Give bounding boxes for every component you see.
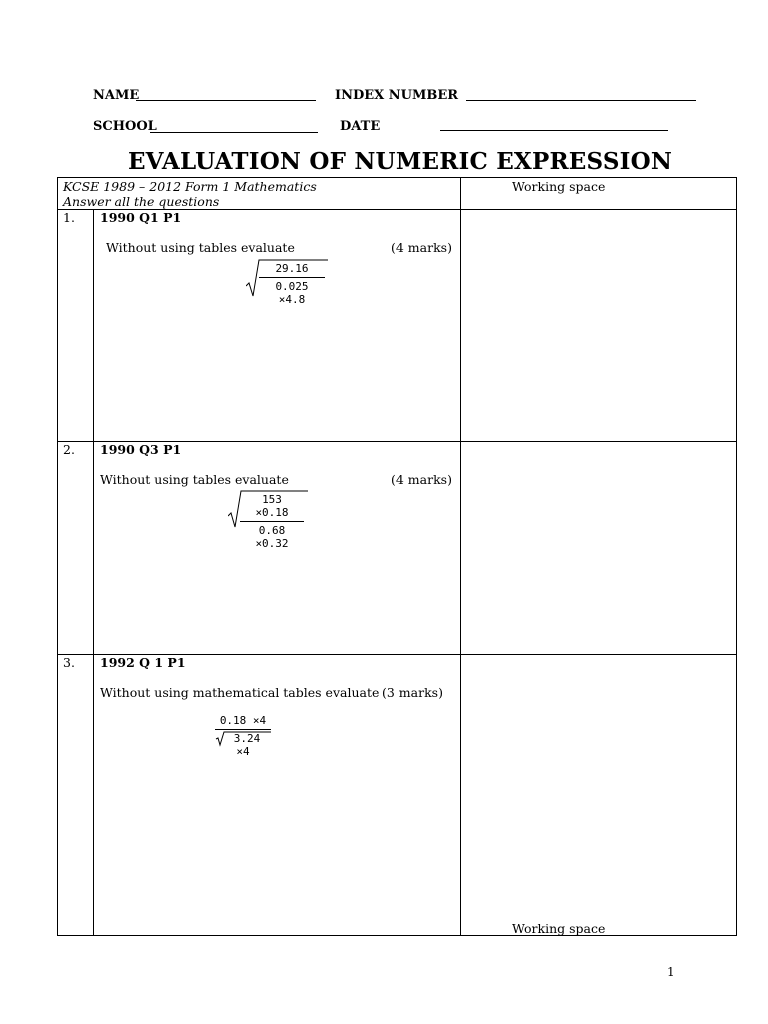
index-number-label: INDEX NUMBER (335, 88, 459, 103)
question-table (57, 177, 737, 936)
table-instruction: Answer all the questions (63, 194, 220, 209)
question-text: Without using tables evaluate (106, 240, 295, 255)
question-marks: (4 marks) (391, 240, 452, 255)
question-marks: (3 marks) (382, 685, 443, 700)
expression-denominator: 0.025 ×4.8 (275, 280, 309, 306)
working-space-divider (460, 178, 461, 935)
name-label: NAME (93, 88, 140, 103)
question-marks: (4 marks) (391, 472, 452, 487)
table-source: KCSE 1989 – 2012 Form 1 Mathematics (63, 179, 317, 194)
expression-numerator: 0.18 ×4 (215, 714, 271, 730)
expression-denominator: 0.68 ×0.32 (255, 524, 289, 550)
square-root-icon (215, 731, 271, 747)
name-underline (136, 100, 316, 101)
page-title: EVALUATION OF NUMERIC EXPRESSION (127, 148, 673, 175)
question-number: 3. (63, 655, 75, 670)
question-number: 2. (63, 442, 75, 457)
expression-denominator: 3.24 ×4 (233, 732, 261, 758)
school-underline (150, 132, 318, 133)
question-reference: 1990 Q1 P1 (100, 210, 182, 225)
expression-numerator: 153 ×0.18 (240, 493, 304, 522)
question-reference: 1990 Q3 P1 (100, 442, 182, 457)
working-space-footer: Working space (512, 921, 606, 936)
question-text: Without using tables evaluate (100, 472, 289, 487)
working-space-header: Working space (512, 179, 606, 194)
question-number: 1. (63, 210, 75, 225)
expression-numerator: 29.16 (259, 262, 325, 278)
expression-denominator-wrap (215, 730, 271, 758)
date-label: DATE (340, 119, 381, 134)
date-underline (440, 130, 668, 131)
page-number: 1 (667, 965, 675, 979)
question-text: Without using mathematical tables evaluate (100, 685, 380, 700)
index-number-underline (466, 100, 696, 101)
school-label: SCHOOL (93, 119, 157, 134)
question-reference: 1992 Q 1 P1 (100, 655, 186, 670)
number-column-divider (93, 209, 94, 935)
